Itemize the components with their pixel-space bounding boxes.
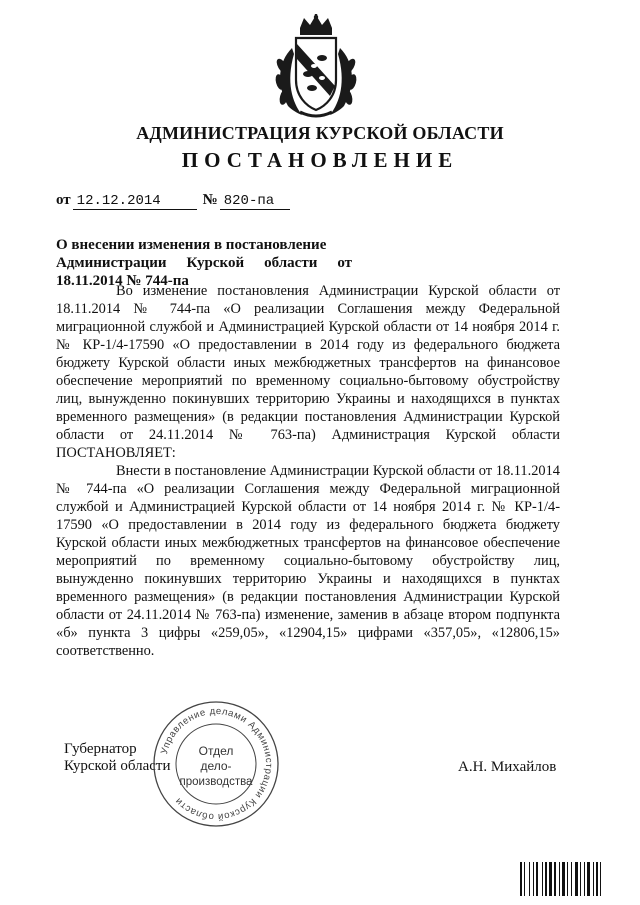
stamp-center-line-1: Отдел [198,744,234,758]
body-paragraph-1: Во изменение постановления Администрации Курской области от 18.11.2014 № 744-па «О реализации Соглашения между Федеральной миграционной службой и Администрацией Курской области от 14 ноября 2014 г. № КР-1/4-17590 «О предоставлении в 2014 году из федерального бюджета бюджету Курской области иных межбюджетных трансфертов на финансовое обеспечение мероприятий по временному социально-бытовому обустройству лиц, вынужденно покинувших территорию Украины и находящихся в пунктах временного размещения» (в редакции постановления Администрации Курской области от 24.11.2014 № 763-па) Администрация Курской области ПОСТАНОВЛЯЕТ: [56,283,560,461]
document-date: 12.12.2014 [73,194,197,210]
document-number: 820-па [220,194,290,210]
office-stamp [150,698,282,830]
body-paragraph-2: Внести в постановление Администрации Курской области от 18.11.2014 № 744-па «О реализации Соглашения между Федеральной миграционной службой и Администрацией Курской области от 14 ноября 2014 г. № КР-1/4-17590 «О предоставлении в 2014 году из федерального бюджета бюджету Курской области иных межбюджетных трансфертов на финансовое обеспечение мероприятий по временному социально-бытовому обустройству лиц, вынужденно покинувших территорию Украины и находящихся в пунктах временного размещения» (в редакции постановления Администрации Курской области от 24.11.2014 № 763-па) изменение, заменив в абзаце втором подпункта «б» пункта 3 цифры «259,05», «12904,15» цифрами «357,05», «12806,15» соответственно. [56,463,560,659]
subject-line-2: Администрации Курской области от [56,255,352,271]
number-label: № [202,192,218,208]
document-body [56,282,560,660]
stamp-center-line-3: производства [179,776,253,788]
organization-name: АДМИНИСТРАЦИЯ КУРСКОЙ ОБЛАСТИ [136,123,504,143]
signatory-title-line-1: Губернатор [64,741,137,757]
barcode-icon [520,862,620,896]
coat-of-arms-icon [270,14,362,120]
date-label: от [56,192,71,208]
stamp-center-line-2: дело- [200,759,232,773]
document-type: ПОСТАНОВЛЕНИЕ [181,148,459,172]
signatory-title-line-2: Курской области [64,758,171,774]
stamp-ring-text: Управление делами Администрации Курской области [159,705,275,823]
reference-line [56,192,290,210]
subject-line-1: О внесении изменения в постановление [56,237,327,253]
subject-line-3: 18.11.2014 № 744-па [56,273,189,289]
signatory-name: А.Н. Михайлов [458,759,557,775]
